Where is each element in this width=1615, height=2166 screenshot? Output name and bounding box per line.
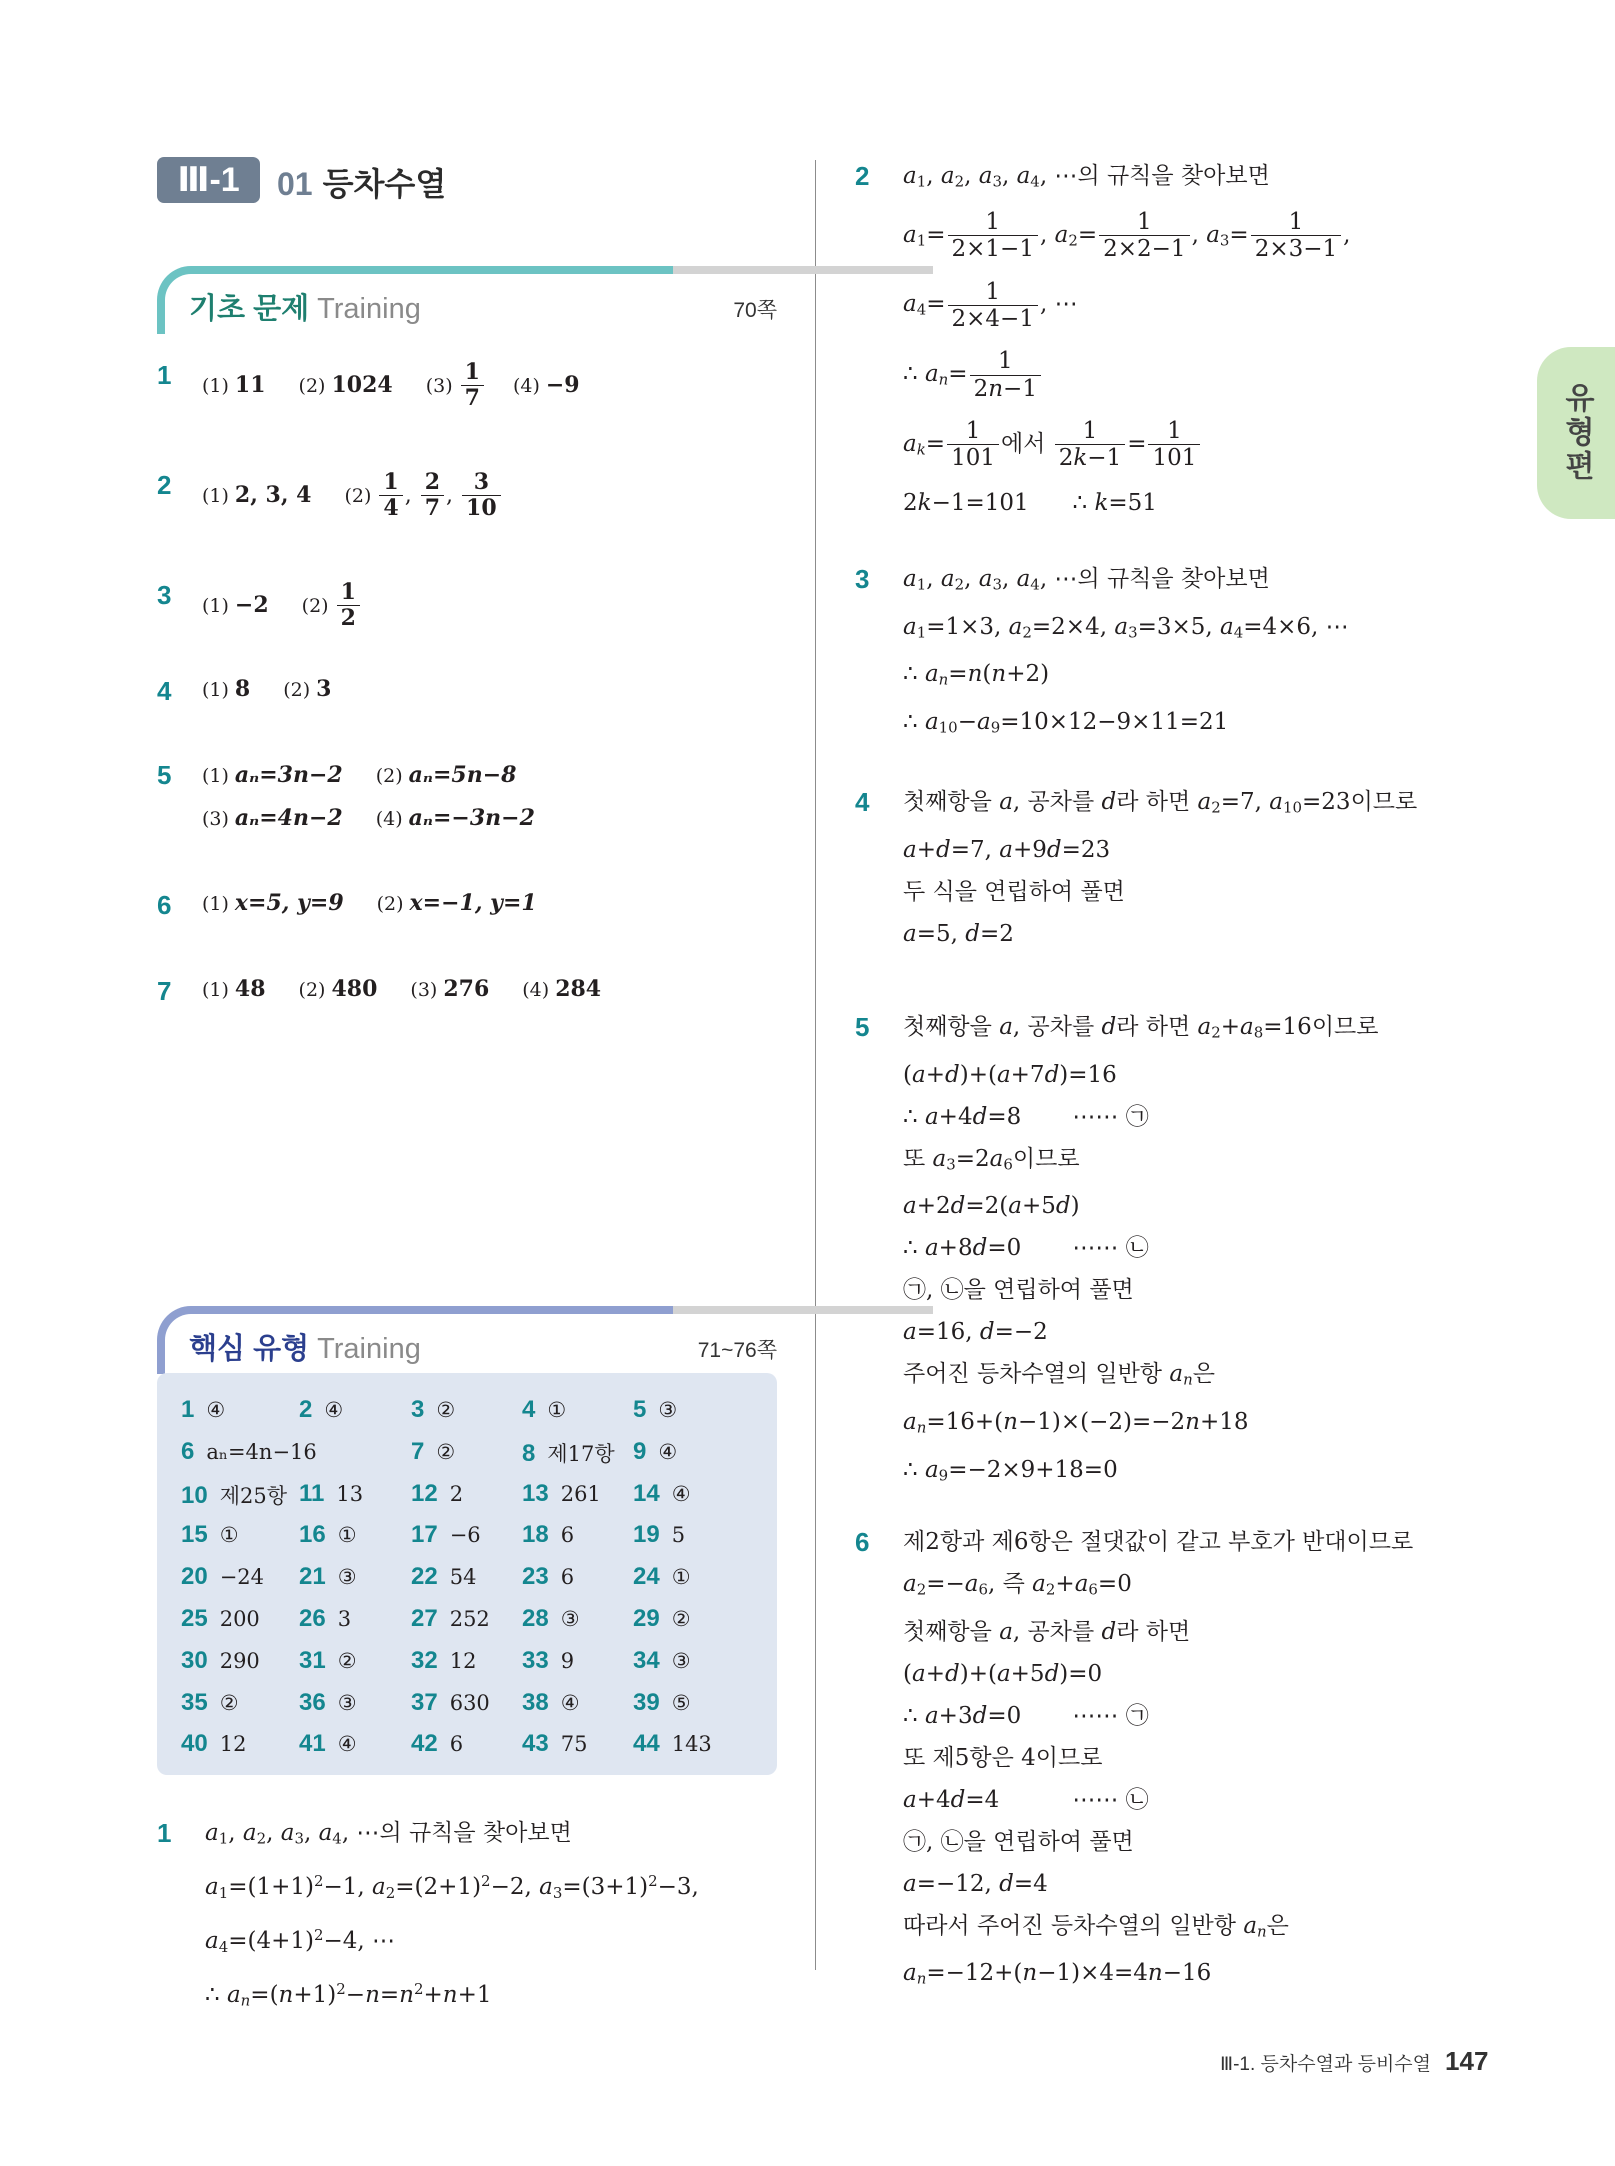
answer-cell xyxy=(522,1563,574,1591)
answer-cell xyxy=(633,1689,691,1717)
answer-number: 37 xyxy=(411,1688,438,1716)
solution-5: 5 첫째항을 a, 공차를 d라 하면 $a_2+a_8=16$이므로 (a+d)+(a+7d)=16 ∴ a+4d=8 ⋯⋯ ㉠ 또 $a_3=2a_6$이므로 a+2d=2(a+5d) ∴ a+8d=0 ⋯⋯ ㉡ ㉠, ㉡을 연립하여 풀면 a=16, d=−2 주어진 등차수열의 일반항 $a_n$은 $a_n=16+(n-1)\times(-2)=-2n+18$ ∴ $a_9=-2\times 9+18=0$ xyxy=(855,1012,1379,1485)
core-section-pages: 71~76쪽 xyxy=(697,1339,777,1362)
answer-number: 40 xyxy=(181,1730,208,1758)
answer-cell xyxy=(411,1396,455,1424)
answer-number: 12 xyxy=(411,1479,438,1507)
answer-cell xyxy=(411,1480,463,1508)
answer-number: 16 xyxy=(299,1521,326,1549)
answer-value: ③ xyxy=(671,1648,691,1673)
answer-value: 제25항 xyxy=(219,1483,287,1508)
answer-cell xyxy=(633,1521,685,1549)
answer-value: ① xyxy=(219,1523,239,1548)
answer-cell xyxy=(181,1521,239,1549)
answer-value: ⑤ xyxy=(671,1690,691,1715)
answer-value: 290 xyxy=(219,1648,260,1673)
header-bar xyxy=(195,1306,673,1314)
answer-value: 6 xyxy=(449,1732,464,1757)
answer-cell xyxy=(299,1480,363,1508)
answer-number: 8 xyxy=(522,1439,536,1467)
answer-number: 6 xyxy=(181,1437,195,1465)
answer-value: 252 xyxy=(449,1607,490,1631)
answer-number: 14 xyxy=(633,1479,660,1507)
answer-cell xyxy=(633,1730,712,1758)
answer-cell xyxy=(522,1605,580,1633)
answer-value: ② xyxy=(436,1398,456,1422)
header-bar xyxy=(195,266,673,274)
answer-cell xyxy=(411,1730,463,1758)
unit-number: 01 xyxy=(277,166,313,202)
answer-cell xyxy=(299,1689,357,1717)
side-tab[interactable] xyxy=(1537,347,1615,519)
answer-number: 2 xyxy=(299,1396,313,1423)
answer-cell xyxy=(299,1396,343,1424)
answer-number: 43 xyxy=(522,1730,549,1758)
basic-section-header xyxy=(157,266,777,336)
answer-value: ③ xyxy=(560,1607,580,1631)
answer-number: 17 xyxy=(411,1521,438,1549)
header-bar-grey xyxy=(673,266,933,274)
answer-cell xyxy=(633,1480,691,1508)
answer-value: 6 xyxy=(560,1523,575,1548)
core-section-header xyxy=(157,1306,777,1376)
answer-value: ② xyxy=(219,1690,239,1715)
answer-cell xyxy=(299,1647,357,1675)
answer-cell xyxy=(633,1647,691,1675)
answer-value: 261 xyxy=(560,1481,601,1506)
answer-value: ① xyxy=(671,1565,691,1590)
answer-value: ① xyxy=(337,1523,357,1548)
answer-cell xyxy=(181,1396,225,1424)
answer-number: 5 xyxy=(633,1396,647,1423)
answer-value: ③ xyxy=(337,1690,357,1715)
answer-value: 9 xyxy=(560,1648,575,1673)
answer-number: 1 xyxy=(181,1396,195,1423)
answer-cell xyxy=(299,1521,357,1549)
answer-value: 54 xyxy=(449,1565,477,1590)
answer-number: 28 xyxy=(522,1605,549,1632)
footer-chapter: Ⅲ-1. 등차수열과 등비수열 xyxy=(1220,2054,1432,2075)
answer-value: −24 xyxy=(219,1565,265,1590)
answer-value: ④ xyxy=(337,1732,357,1757)
answer-cell xyxy=(181,1689,239,1717)
answer-cell xyxy=(633,1438,677,1466)
core-section-title: 핵심 유형 Training xyxy=(189,1333,421,1365)
answer-value: 12 xyxy=(449,1648,477,1673)
answer-cell xyxy=(633,1605,691,1633)
answer-cell xyxy=(522,1689,580,1717)
answer-number: 22 xyxy=(411,1563,438,1591)
answer-number: 21 xyxy=(299,1563,326,1591)
answer-cell xyxy=(522,1730,587,1758)
answer-cell xyxy=(522,1521,574,1549)
answer-cell xyxy=(522,1480,601,1508)
answer-number: 38 xyxy=(522,1688,549,1716)
answer-number: 29 xyxy=(633,1605,660,1632)
answer-number: 18 xyxy=(522,1521,549,1549)
unit-title-text: 등차수열 xyxy=(322,166,447,202)
unit-badge: Ⅲ-1 xyxy=(157,157,260,203)
basic-section-pages: 70쪽 xyxy=(733,299,777,322)
answer-number: 7 xyxy=(411,1437,425,1465)
answer-cell xyxy=(181,1605,260,1633)
answer-value: 12 xyxy=(219,1732,247,1757)
solution-3: 3 $a_1$, $a_2$, $a_3$, $a_4$, ⋯의 규칙을 찾아보면 $a_1=1\times 3$, $a_2=2\times 4$, $a_3=3\times 5$, $a_4=4\times 6$, ⋯ ∴ $a_n=n(n+2)$ ∴ $a_{10}-a_9=10\times 12-9\times 11=21$ xyxy=(855,564,1349,737)
answer-value: 75 xyxy=(560,1732,588,1757)
answer-value: 2 xyxy=(449,1481,464,1506)
answer-value: ② xyxy=(436,1439,456,1464)
answer-value: 143 xyxy=(671,1732,712,1757)
answer-number: 34 xyxy=(633,1646,660,1674)
answer-value: 5 xyxy=(671,1523,686,1548)
answer-value: aₙ=4n−16 xyxy=(206,1439,317,1464)
answer-value: −6 xyxy=(449,1523,481,1548)
answer-cell xyxy=(181,1563,264,1591)
page-number: 147 xyxy=(1445,2046,1489,2076)
answer-number: 27 xyxy=(411,1605,438,1632)
answer-grid xyxy=(157,1373,777,1775)
answer-number: 3 xyxy=(411,1396,425,1423)
unit-title xyxy=(277,159,446,205)
answer-number: 26 xyxy=(299,1605,326,1632)
answer-number: 30 xyxy=(181,1646,208,1674)
answer-cell xyxy=(633,1563,691,1591)
answer-cell xyxy=(411,1689,490,1717)
answer-value: ④ xyxy=(658,1439,678,1464)
answer-cell xyxy=(299,1563,357,1591)
answer-number: 32 xyxy=(411,1646,438,1674)
answer-value: ③ xyxy=(658,1398,678,1422)
answer-number: 39 xyxy=(633,1688,660,1716)
answer-value: ② xyxy=(337,1648,357,1673)
column-divider xyxy=(815,160,816,1970)
answer-number: 41 xyxy=(299,1730,326,1758)
answer-number: 42 xyxy=(411,1730,438,1758)
answer-value: 3 xyxy=(337,1607,352,1631)
solution-2: 2 $a_1$, $a_2$, $a_3$, $a_4$, ⋯의 규칙을 찾아보면 $a_1=$ $\frac{1}{2\times 1-1}$ , $a_2=$ $\frac{1}{2\times 2-1}$ , $a_3=$ $\frac{1}{2\times 3-1}$ , $a_4=$ $\frac{1}{2\times 4-1}$ , ⋯ ∴ $a_n=$ $\frac{1}{2n-1}$ $a_k=$ $\frac{1}{101}$ 에서 $\frac{1}{2k-1}$ = $\frac{1}{101}$ 2k−1=101 ∴ k=51 xyxy=(855,161,1351,516)
header-bar-grey xyxy=(673,1306,933,1314)
answer-value: ② xyxy=(671,1607,691,1631)
answer-value: 13 xyxy=(336,1481,364,1506)
answer-number: 23 xyxy=(522,1563,549,1591)
answer-value: ④ xyxy=(324,1398,344,1422)
answer-cell xyxy=(411,1563,476,1591)
answer-cell xyxy=(411,1521,481,1549)
answer-number: 25 xyxy=(181,1605,208,1632)
answer-value: ① xyxy=(547,1398,567,1422)
answer-cell xyxy=(181,1730,246,1758)
answer-cell xyxy=(299,1730,357,1758)
answer-value: ④ xyxy=(671,1481,691,1506)
answer-number: 9 xyxy=(633,1437,647,1465)
answer-number: 15 xyxy=(181,1521,208,1549)
answer-value: 제17항 xyxy=(547,1441,615,1466)
answer-number: 13 xyxy=(522,1479,549,1507)
answer-cell xyxy=(299,1605,351,1633)
answer-number: 33 xyxy=(522,1646,549,1674)
answer-cell xyxy=(522,1647,574,1675)
answer-cell xyxy=(522,1438,615,1468)
answer-number: 4 xyxy=(522,1396,536,1423)
answer-number: 20 xyxy=(181,1563,208,1591)
answer-number: 24 xyxy=(633,1563,660,1591)
answer-cell xyxy=(181,1647,260,1675)
answer-cell xyxy=(411,1647,476,1675)
side-tab-label: 유형편 xyxy=(1560,382,1593,484)
answer-cell xyxy=(181,1438,317,1466)
answer-cell xyxy=(411,1605,490,1633)
answer-cell xyxy=(633,1396,677,1424)
answer-value: ④ xyxy=(206,1398,226,1422)
answer-value: 6 xyxy=(560,1565,575,1590)
answer-number: 31 xyxy=(299,1646,326,1674)
answer-cell xyxy=(522,1396,566,1424)
answer-number: 11 xyxy=(299,1479,325,1507)
basic-section-title: 기초 문제 Training xyxy=(189,293,421,325)
page-footer xyxy=(1220,2046,1488,2077)
answer-cell xyxy=(181,1480,287,1510)
answer-value: ④ xyxy=(560,1690,580,1715)
answer-value: 200 xyxy=(219,1607,260,1631)
answer-value: 630 xyxy=(449,1690,490,1715)
answer-number: 36 xyxy=(299,1688,326,1716)
answer-value: ③ xyxy=(337,1565,357,1590)
answer-number: 19 xyxy=(633,1521,660,1549)
solution-6: 6 제2항과 제6항은 절댓값이 같고 부호가 반대이므로 $a_2=-a_6$, 즉 $a_2+a_6=0$ 첫째항을 a, 공차를 d라 하면 (a+d)+(a+5d)=0 ∴ a+3d=0 ⋯⋯ ㉠ 또 제5항은 4이므로 a+4d=4 ⋯⋯ ㉡ ㉠, ㉡을 연립하여 풀면 a=−12, d=4 따라서 주어진 등차수열의 일반항 $a_n$은 $a_n=-12+(n-1)\times 4=4n-16$ xyxy=(855,1527,1414,1989)
answer-number: 44 xyxy=(633,1730,660,1758)
answer-number: 10 xyxy=(181,1481,208,1509)
answer-number: 35 xyxy=(181,1688,208,1716)
solution-4: 4 첫째항을 a, 공차를 d라 하면 $a_2=7$, $a_{10}=23$이므로 a+d=7, a+9d=23 두 식을 연립하여 풀면 a=5, d=2 xyxy=(855,787,1418,947)
solution-1: 1 $a_1$, $a_2$, $a_3$, $a_4$, ⋯의 규칙을 찾아보면 $a_1=(1+1)^2-1$, $a_2=(2+1)^2-2$, $a_3=(3+1)^2-3$, $a_4=(4+1)^2-4$, ⋯ ∴ $a_n=(n+1)^2-n=n^2+n+1$ xyxy=(157,1818,699,2010)
answer-cell xyxy=(411,1438,455,1466)
